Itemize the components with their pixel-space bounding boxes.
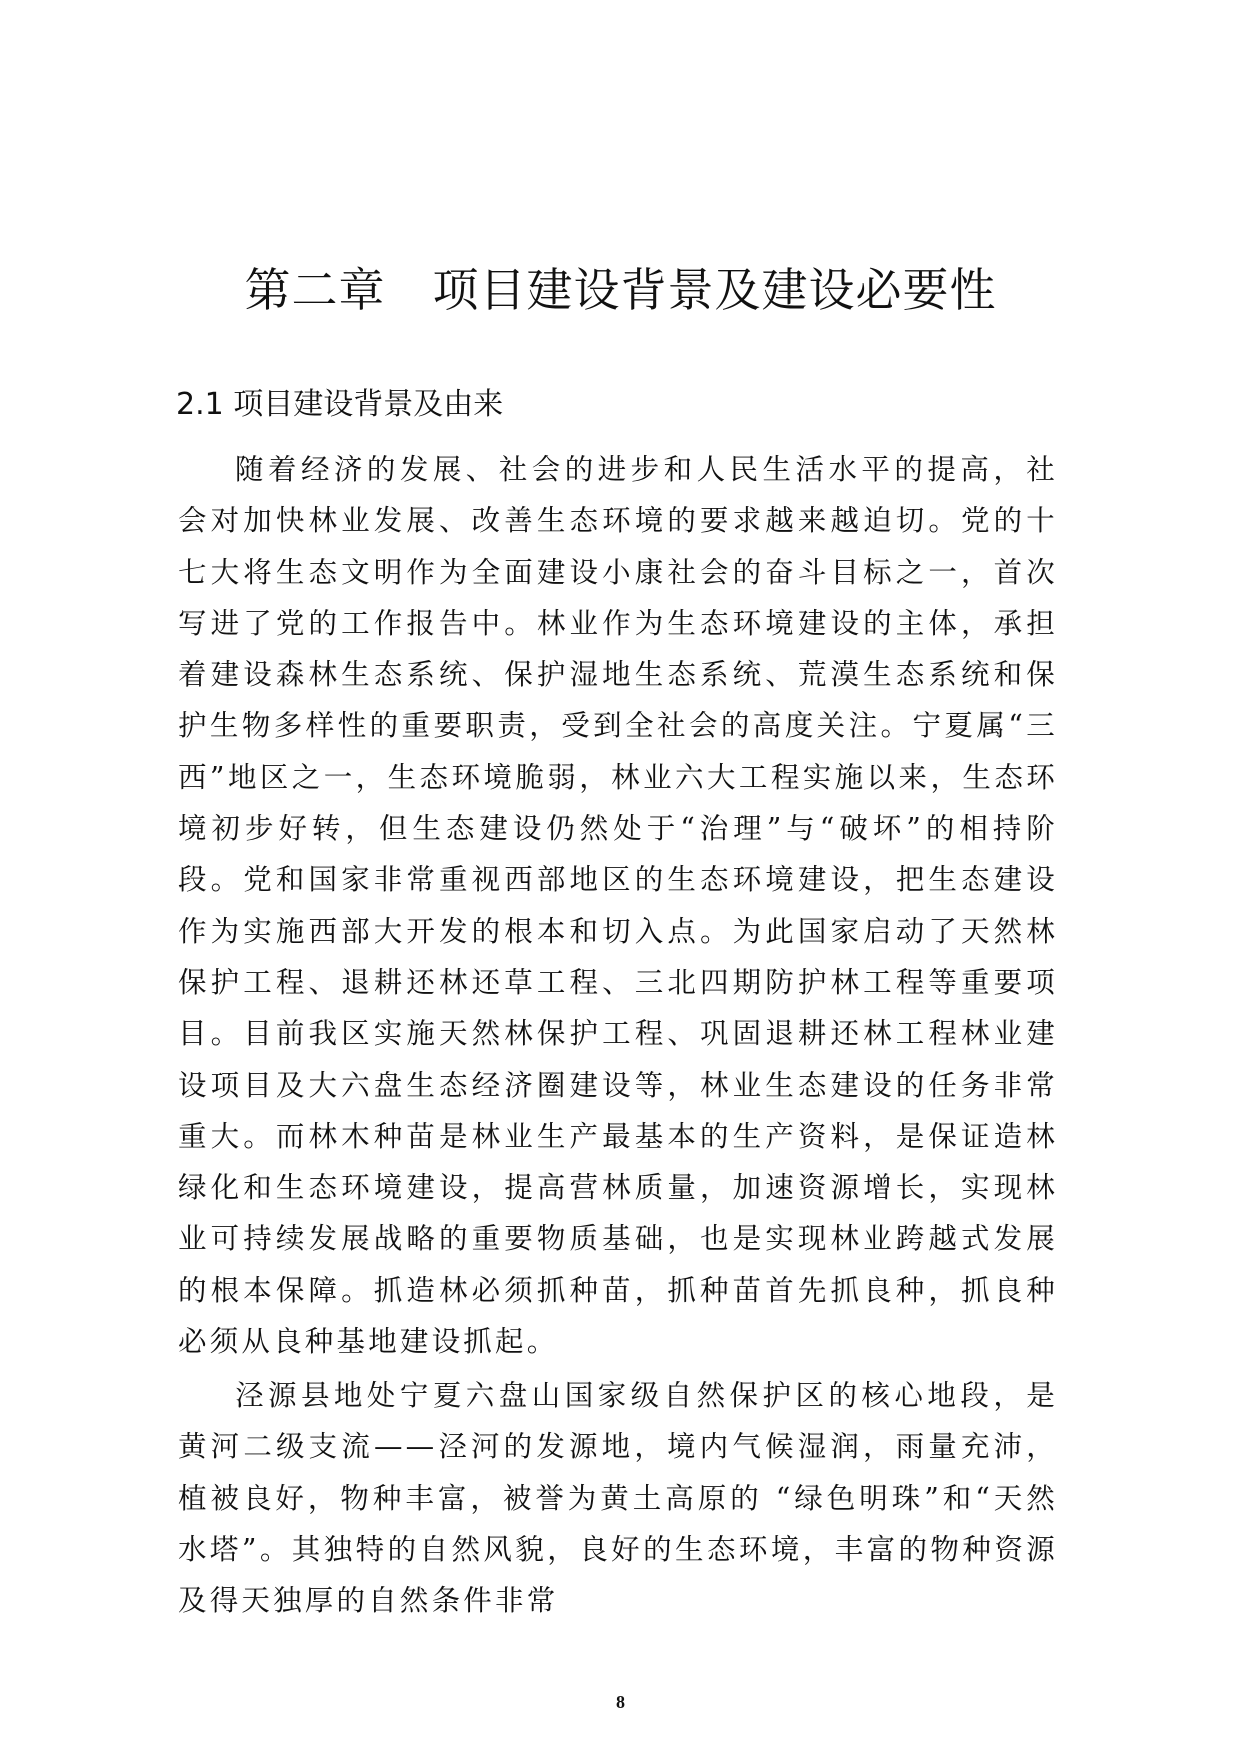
paragraph: 随着经济的发展、社会的进步和人民生活水平的提高，社会对加快林业发展、改善生态环境的要求越来越迫切。党的十七大将生态文明作为全面建设小康社会的奋斗目标之一，首次写进了党的工作报告中。林业作为生态环境建设的主体，承担着建设森林生态系统、保护湿地生态系统、荒漠生态系统和保护生物多样性的重要职责，受到全社会的高度关注。宁夏属“三西”地区之一，生态环境脆弱，林业六大工程实施以来，生态环境初步好转，但生态建设仍然处于“治理”与“破坏”的相持阶段。党和国家非常重视西部地区的生态环境建设，把生态建设作为实施西部大开发的根本和切入点。为此国家启动了天然林保护工程、退耕还林还草工程、三北四期防护林工程等重要项目。目前我区实施天然林保护工程、巩固退耕还林工程林业建设项目及大六盘生态经济圈建设等，林业生态建设的任务非常重大。而林木种苗是林业生产最基本的生产资料，是保证造林绿化和生态环境建设，提高营林质量，加速资源增长，实现林业可持续发展战略的重要物质基础，也是实现林业跨越式发展的根本保障。抓造林必须抓种苗，抓种苗首先抓良种，抓良种必须从良种基地建设抓起。 [178, 453, 1058, 1359]
chapter-title: 第二章 项目建设背景及建设必要性 [244, 263, 997, 317]
page-number: 8 [616, 1692, 625, 1712]
paragraph: 泾源县地处宁夏六盘山国家级自然保护区的核心地段，是黄河二级支流——泾河的发源地，境内气候湿润，雨量充沛，植被良好，物种丰富，被誉为黄土高原的 “绿色明珠”和“天然水塔”。其独特的自然风貌，良好的生态环境，丰富的物种资源及得天独厚的自然条件非常 [178, 1379, 1058, 1618]
section-heading: 2.1 项目建设背景及由来 [176, 387, 504, 422]
